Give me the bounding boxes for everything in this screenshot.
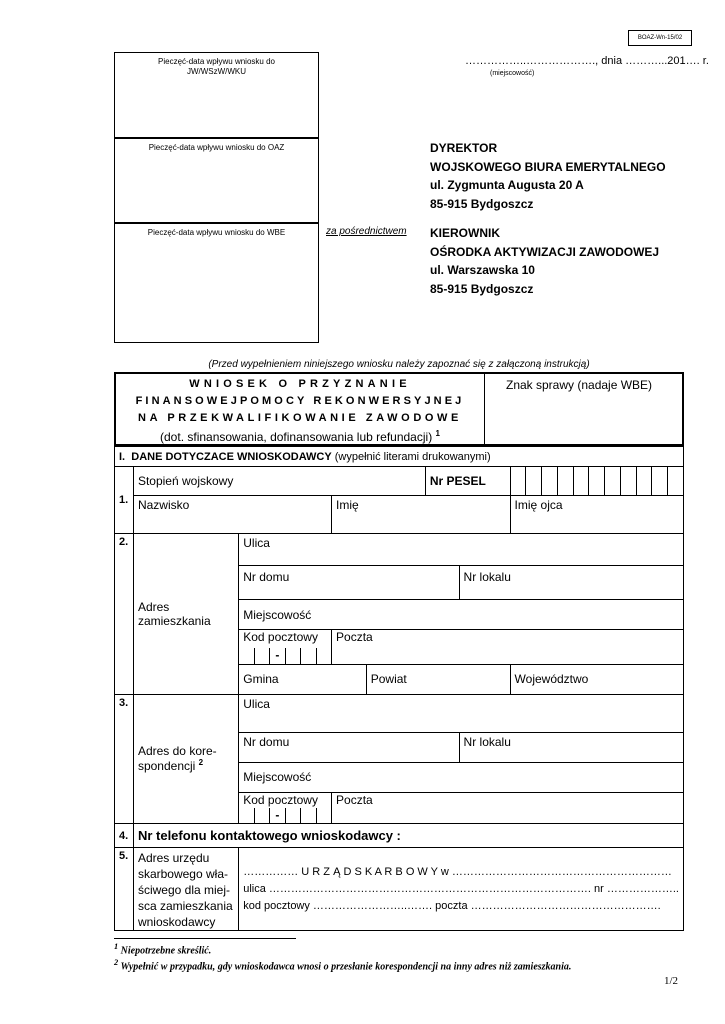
field-label: [138, 744, 226, 773]
surname-field[interactable]: [133, 496, 331, 534]
flat-number-field[interactable]: [459, 566, 683, 600]
footnote-divider: [114, 938, 296, 939]
row-number: 4.: [115, 824, 134, 848]
field-label: Stopień wojskowy: [137, 474, 234, 488]
section-number: I.: [119, 450, 126, 463]
footnote-text: Wypełnić w przypadku, gdy wnioskodawca wnosi o przesłanie korespondencji na inny adres niż zamieszkania.: [120, 961, 572, 973]
field-label: Poczta: [336, 792, 373, 807]
county-field[interactable]: [366, 664, 510, 694]
title-subline: [116, 427, 484, 444]
tax-office-postcode-line[interactable]: kod pocztowy ……………………..……. poczta …………………………………………….: [243, 899, 661, 912]
field-label: Kod pocztowy: [243, 630, 318, 644]
addressee-line: DYREKTOR: [430, 141, 498, 155]
corr-postcode-digit-grid[interactable]: [239, 808, 331, 823]
field-label: Gmina: [243, 672, 279, 686]
field-label: Imię: [336, 498, 359, 512]
stamp-label: Pieczęć-data wpływu wniosku do JW/WSzW/WKU: [158, 57, 275, 76]
father-name-field[interactable]: [510, 496, 683, 534]
field-label: Nazwisko: [137, 498, 190, 512]
corr-city-field[interactable]: [239, 762, 684, 792]
field-label: Kod pocztowy: [243, 792, 318, 807]
postcode-digit-grid[interactable]: [239, 648, 331, 664]
tax-office-street-line[interactable]: ulica ……………………………………………………………………………. nr ………………..: [243, 882, 679, 895]
title-line: WNIOSEK O PRZYZNANIE: [189, 378, 411, 390]
pesel-label: Nr PESEL: [429, 474, 486, 488]
section-header: [115, 447, 684, 467]
addressee-line: ul. Zygmunta Augusta 20 A: [430, 178, 584, 192]
place-label: (miejscowość): [490, 70, 535, 77]
addressee-line: OŚRODKA AKTYWIZACJI ZAWODOWEJ: [430, 244, 660, 259]
stamp-label: Pieczęć-data wpływu wniosku do OAZ: [148, 143, 285, 152]
via-label: za pośrednictwem: [326, 226, 407, 237]
applicant-form: [114, 446, 684, 931]
addressee-wbe: [430, 139, 666, 213]
footnote-ref: 1: [435, 429, 440, 438]
phone-field[interactable]: [133, 824, 683, 848]
commune-field[interactable]: [239, 664, 366, 694]
case-number-label: Znak sprawy (nadaje WBE): [506, 378, 653, 392]
field-label: Ulica: [243, 696, 270, 711]
instruction-note: (Przed wypełnieniem niniejszego wniosku należy zapoznać się z załączoną instrukcją): [208, 359, 590, 370]
name-field[interactable]: [332, 496, 510, 534]
date-line[interactable]: ……………..………………., dnia ………...201…. r.: [465, 55, 709, 67]
footnote-text: Niepotrzebne skreślić.: [120, 945, 212, 957]
field-label: Nr lokalu: [463, 734, 511, 749]
corr-postcode-label-cell: [239, 792, 332, 808]
pesel-digit-grid[interactable]: [511, 467, 683, 495]
corr-postcode-input[interactable]: [239, 808, 332, 824]
address-label: [133, 534, 238, 695]
post-office-field[interactable]: [332, 630, 684, 665]
addressee-line: KIEROWNIK: [430, 226, 500, 240]
footnote-1: $^1$ Niepotrzebne skreślić.: [114, 942, 212, 957]
footnote-2: $^2$ Wypełnić w przypadku, gdy wnioskodawca wnosi o przesłanie korespondencji na inny adres niż zamieszkania.: [114, 958, 572, 973]
postcode-dash: -: [269, 808, 284, 823]
section-title: DANE DOTYCZACE WNIOSKODAWCY: [131, 450, 332, 463]
field-label: Miejscowość: [243, 770, 312, 784]
row-number: 1.: [115, 467, 134, 534]
stamp-box-jw: [114, 52, 319, 138]
footnote-ref: 2: [198, 758, 204, 768]
postcode-input[interactable]: [239, 648, 332, 665]
addressee-line: 85-915 Bydgoszcz: [430, 281, 534, 296]
field-label: Adres zamieszkania: [137, 599, 211, 628]
title-subline-text: (dot. sfinansowania, dofinansowania lub refundacji): [160, 430, 433, 444]
addressee-line: WOJSKOWEGO BIURA EMERYTALNEGO: [430, 159, 666, 174]
section-note: (wypełnić literami drukowanymi): [334, 450, 491, 463]
field-label: Nr lokalu: [463, 570, 511, 584]
field-label: Ulica: [243, 536, 270, 550]
title-line: FINANSOWEJPOMOCY REKONWERSYJNEJ: [135, 395, 465, 407]
correspondence-label: [133, 694, 238, 824]
tax-office-label: [133, 848, 238, 931]
title-line: NA PRZEKWALIFIKOWANIE ZAWODOWE: [138, 412, 462, 424]
field-label: Powiat: [370, 672, 407, 686]
field-label: Adres urzędu skarbowego wła-ściwego dla miej-sca zamieszkania wnioskodawcy: [137, 851, 233, 929]
row-number: 2.: [115, 534, 134, 695]
field-label: Poczta: [336, 630, 373, 644]
voivodeship-field[interactable]: [510, 664, 683, 694]
corr-street-field[interactable]: [239, 694, 684, 732]
city-field[interactable]: [239, 600, 684, 630]
street-field[interactable]: [239, 534, 684, 566]
rank-field[interactable]: [133, 467, 425, 496]
field-label: Województwo: [514, 672, 589, 686]
field-label: Miejscowość: [243, 607, 312, 622]
pesel-label-cell: [425, 467, 510, 496]
tax-office-line[interactable]: …………… U R Z Ą D S K A R B O W Y w ……………………………………………………: [243, 865, 672, 878]
house-number-field[interactable]: [239, 566, 459, 600]
field-label: Imię ojca: [514, 498, 563, 512]
stamp-box-wbe: [114, 223, 319, 343]
postcode-label-cell: [239, 630, 332, 648]
corr-flat-number-field[interactable]: [459, 732, 683, 762]
stamp-label: Pieczęć-data wpływu wniosku do WBE: [147, 228, 286, 237]
tax-office-field[interactable]: [239, 848, 684, 931]
corr-post-office-field[interactable]: [332, 792, 684, 824]
field-label: Nr domu: [243, 570, 290, 584]
field-label: Nr domu: [243, 734, 290, 749]
form-code: BOAZ-Wn-15/02: [628, 30, 692, 46]
row-number: 3.: [115, 694, 134, 824]
form-title: [116, 374, 485, 444]
addressee-oaz: [430, 224, 659, 298]
pesel-input[interactable]: [510, 467, 683, 496]
page-number: 1/2: [664, 975, 679, 987]
stamp-box-oaz: [114, 138, 319, 223]
row-number: 5.: [115, 848, 134, 931]
field-label: Nr telefonu kontaktowego wnioskodawcy :: [137, 828, 401, 843]
postcode-dash: -: [269, 648, 284, 664]
title-box: [114, 372, 684, 446]
addressee-line: 85-915 Bydgoszcz: [430, 196, 534, 211]
corr-house-number-field[interactable]: [239, 732, 459, 762]
addressee-line: ul. Warszawska 10: [430, 263, 535, 277]
correspondence-label-text: Adres do kore-spondencji: [137, 744, 217, 774]
